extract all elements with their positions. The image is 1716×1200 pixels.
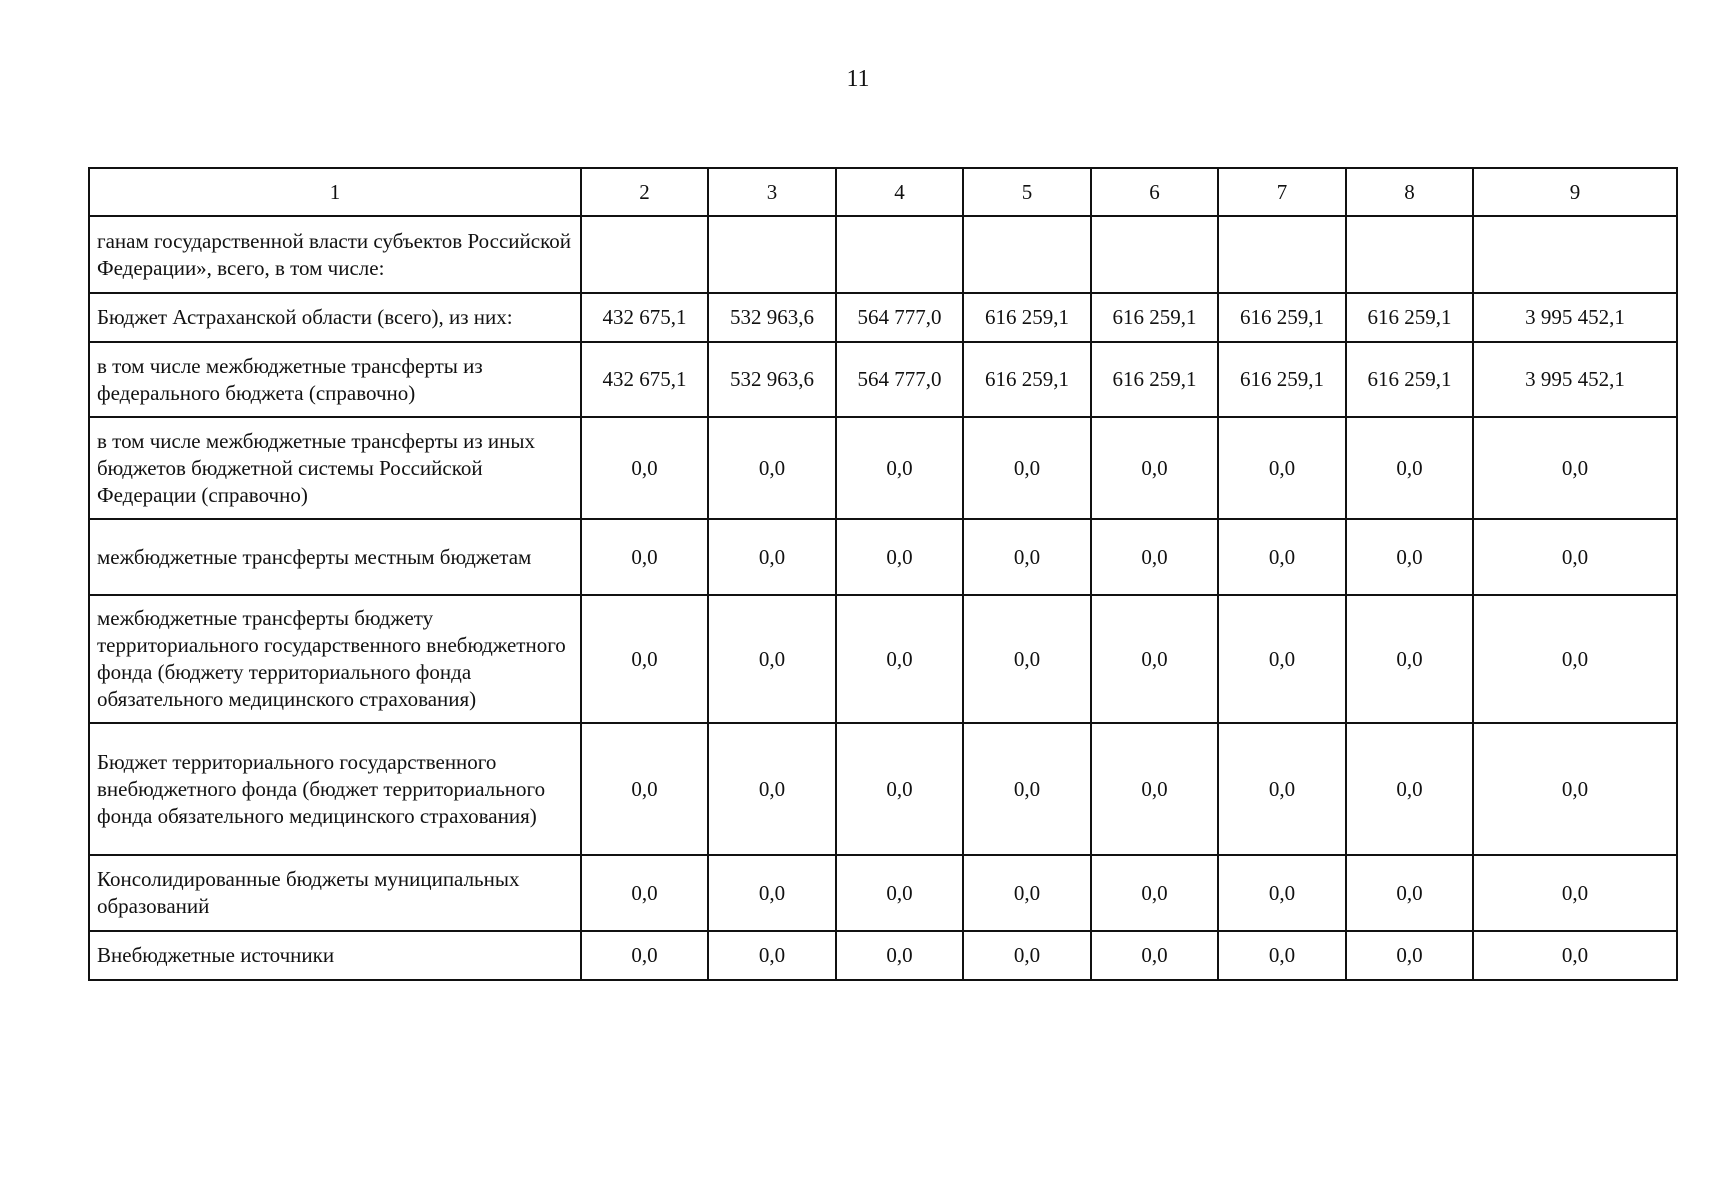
table-cell: 616 259,1: [963, 342, 1091, 417]
table-cell: 0,0: [708, 595, 836, 723]
table-cell: 0,0: [1346, 855, 1473, 931]
column-header: 9: [1473, 168, 1677, 216]
table-cell: 432 675,1: [581, 293, 708, 342]
table-cell: 0,0: [1091, 855, 1218, 931]
table-cell: [836, 216, 963, 293]
table-cell: 0,0: [836, 417, 963, 519]
table-cell: 0,0: [1346, 595, 1473, 723]
table-cell: 0,0: [1218, 417, 1346, 519]
table-cell: 616 259,1: [1091, 293, 1218, 342]
table-cell: 0,0: [1346, 723, 1473, 855]
column-header: 1: [89, 168, 581, 216]
table-row: [89, 855, 1677, 931]
table-cell: 0,0: [581, 595, 708, 723]
table-cell: 0,0: [581, 417, 708, 519]
table-header-row: [89, 168, 1677, 216]
table-cell: 0,0: [708, 519, 836, 595]
table-cell: 0,0: [963, 855, 1091, 931]
row-label: в том числе межбюджетные трансферты из иных бюджетов бюджетной системы Российской Федерации (справочно): [89, 417, 581, 519]
table-cell: [1218, 216, 1346, 293]
table-cell: [1346, 216, 1473, 293]
table-cell: 616 259,1: [1091, 342, 1218, 417]
row-label: Бюджет территориального государственного внебюджетного фонда (бюджет территориального фонда обязательного медицинского страхования): [89, 723, 581, 855]
table-row: [89, 342, 1677, 417]
row-label: Консолидированные бюджеты муниципальных образований: [89, 855, 581, 931]
table-cell: 0,0: [836, 931, 963, 980]
table-cell: 0,0: [1091, 931, 1218, 980]
table-cell: 0,0: [581, 931, 708, 980]
table-cell: 0,0: [1473, 723, 1677, 855]
table-cell: 0,0: [963, 595, 1091, 723]
table-cell: 0,0: [581, 723, 708, 855]
table-cell: 0,0: [1091, 417, 1218, 519]
table-cell: 0,0: [836, 595, 963, 723]
table-cell: 0,0: [836, 519, 963, 595]
table-row: [89, 216, 1677, 293]
table-cell: 0,0: [1218, 855, 1346, 931]
row-label: ганам государственной власти субъектов Российской Федерации», всего, в том числе:: [89, 216, 581, 293]
table-cell: 0,0: [1218, 723, 1346, 855]
row-label: межбюджетные трансферты местным бюджетам: [89, 519, 581, 595]
row-label: Внебюджетные источники: [89, 931, 581, 980]
table-cell: 532 963,6: [708, 342, 836, 417]
table-cell: 0,0: [963, 931, 1091, 980]
table-cell: 616 259,1: [1346, 342, 1473, 417]
row-label: межбюджетные трансферты бюджету территориального государственного внебюджетного фонда (бюджету территориального фонда обязательного медицинского страхования): [89, 595, 581, 723]
table-cell: 0,0: [1346, 519, 1473, 595]
table-cell: 0,0: [1091, 519, 1218, 595]
column-header: 7: [1218, 168, 1346, 216]
budget-table: [88, 167, 1678, 981]
table-cell: [1091, 216, 1218, 293]
table-cell: 0,0: [708, 417, 836, 519]
page-number: 11: [846, 66, 870, 92]
table-cell: 0,0: [581, 855, 708, 931]
column-header: 5: [963, 168, 1091, 216]
column-header: 6: [1091, 168, 1218, 216]
table-cell: 0,0: [581, 519, 708, 595]
row-label: Бюджет Астраханской области (всего), из них:: [89, 293, 581, 342]
table-cell: 0,0: [1218, 519, 1346, 595]
table-cell: 0,0: [836, 855, 963, 931]
table-cell: 564 777,0: [836, 342, 963, 417]
table-row: [89, 417, 1677, 519]
table-cell: 0,0: [1218, 931, 1346, 980]
table-cell: 0,0: [1091, 723, 1218, 855]
table-cell: 0,0: [1473, 595, 1677, 723]
table-cell: 564 777,0: [836, 293, 963, 342]
table-cell: [963, 216, 1091, 293]
table-cell: 0,0: [708, 723, 836, 855]
table-row: [89, 931, 1677, 980]
table-cell: 0,0: [1473, 519, 1677, 595]
table-cell: 0,0: [1346, 417, 1473, 519]
table-cell: 0,0: [1346, 931, 1473, 980]
table-cell: 0,0: [708, 855, 836, 931]
table-row: [89, 519, 1677, 595]
table-cell: [708, 216, 836, 293]
table-cell: 532 963,6: [708, 293, 836, 342]
table-cell: 0,0: [1091, 595, 1218, 723]
table-cell: 616 259,1: [1218, 342, 1346, 417]
table-cell: 616 259,1: [963, 293, 1091, 342]
table-cell: [581, 216, 708, 293]
table-cell: 0,0: [836, 723, 963, 855]
table-cell: 616 259,1: [1218, 293, 1346, 342]
table-cell: 0,0: [963, 723, 1091, 855]
column-header: 3: [708, 168, 836, 216]
table-cell: 0,0: [1218, 595, 1346, 723]
table-cell: 0,0: [963, 519, 1091, 595]
table-row: [89, 595, 1677, 723]
column-header: 4: [836, 168, 963, 216]
table-cell: 432 675,1: [581, 342, 708, 417]
row-label: в том числе межбюджетные трансферты из федерального бюджета (справочно): [89, 342, 581, 417]
table-cell: 0,0: [1473, 417, 1677, 519]
table-cell: [1473, 216, 1677, 293]
column-header: 8: [1346, 168, 1473, 216]
table-cell: 616 259,1: [1346, 293, 1473, 342]
column-header: 2: [581, 168, 708, 216]
table-cell: 0,0: [1473, 855, 1677, 931]
table-cell: 0,0: [963, 417, 1091, 519]
table-cell: 0,0: [1473, 931, 1677, 980]
table-row: [89, 723, 1677, 855]
table-row: [89, 293, 1677, 342]
table-cell: 0,0: [708, 931, 836, 980]
table-cell: 3 995 452,1: [1473, 342, 1677, 417]
table-cell: 3 995 452,1: [1473, 293, 1677, 342]
